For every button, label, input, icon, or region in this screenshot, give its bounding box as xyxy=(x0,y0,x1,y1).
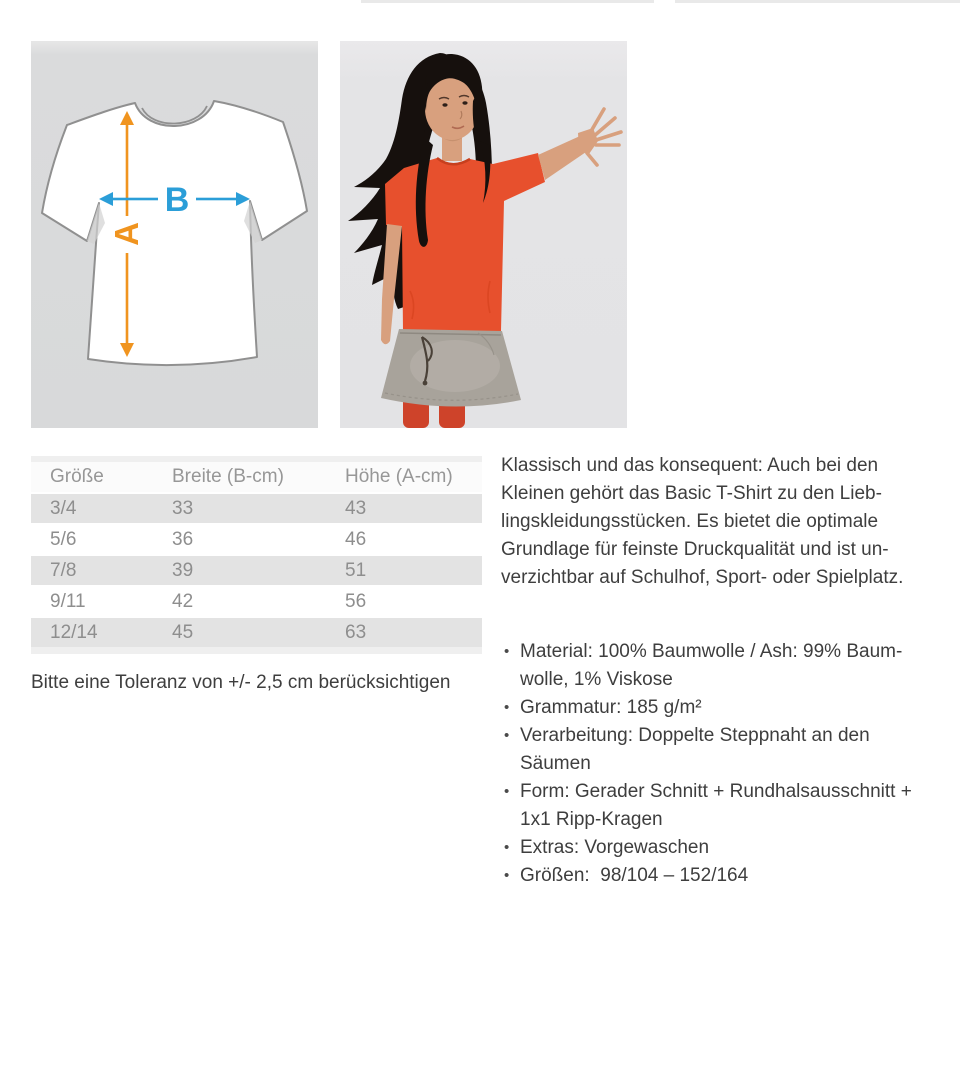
extended-arm xyxy=(538,109,621,180)
col-header-hoehe: Höhe (A-cm) xyxy=(326,459,482,493)
size-table-header-row xyxy=(31,459,482,493)
cell-hoehe: 63 xyxy=(326,617,482,651)
model-photo-illustration xyxy=(340,41,627,428)
description-intro: Klassisch und das konsequent: Auch bei den Kleinen gehört das Basic T-Shirt zu den Lieblingskleidungsstücken. Es bietet die optimale Grundlage für feinste Druckqualität und ist unverzichtbar auf Schulhof, Sport- oder Spielplatz. xyxy=(501,455,904,588)
measure-label-b: B xyxy=(164,181,190,219)
cell-size: 9/11 xyxy=(50,590,86,612)
feature-text: Extras: Vorgewaschen xyxy=(520,837,710,858)
cell-hoehe: 43 xyxy=(326,493,482,524)
tshirt-measurement-diagram xyxy=(31,41,318,428)
feature-text: Verarbeitung: Doppelte Steppnaht an den Säumen xyxy=(520,725,870,774)
table-row xyxy=(31,555,482,586)
feature-text: Grammatur: 185 g/m² xyxy=(520,697,702,718)
feature-item-verarbeitung xyxy=(501,722,931,778)
denim-skirt xyxy=(381,329,521,407)
bullet-icon: • xyxy=(504,699,510,716)
model-photo xyxy=(340,41,627,428)
bullet-icon: • xyxy=(504,867,510,884)
cell-hoehe: 56 xyxy=(345,590,367,612)
cell-hoehe: 51 xyxy=(326,555,482,586)
cell-size: 5/6 xyxy=(50,528,77,550)
tolerance-note: Bitte eine Toleranz von +/- 2,5 cm berücksichtigen xyxy=(31,672,451,693)
feature-list xyxy=(501,638,931,890)
cell-breite: 39 xyxy=(153,555,326,586)
bullet-icon: • xyxy=(504,727,510,744)
feature-item-grammatur xyxy=(501,694,931,722)
feature-item-form xyxy=(501,778,931,834)
col-header-breite: Breite (B-cm) xyxy=(153,459,326,493)
table-row xyxy=(31,493,482,524)
top-divider-line-right xyxy=(675,0,960,3)
bullet-icon: • xyxy=(504,643,510,660)
cell-breite: 33 xyxy=(153,493,326,524)
product-description xyxy=(501,452,931,890)
cell-breite: 36 xyxy=(172,528,194,550)
cell-breite: 45 xyxy=(153,617,326,651)
cell-size: 3/4 xyxy=(31,493,153,524)
orange-tshirt xyxy=(385,153,545,335)
bullet-icon: • xyxy=(504,839,510,856)
feature-text: Material: 100% Baumwolle / Ash: 99% Baumwolle, 1% Viskose xyxy=(520,641,903,690)
cell-breite: 42 xyxy=(172,590,194,612)
bullet-icon: • xyxy=(504,783,510,800)
cell-size: 7/8 xyxy=(31,555,153,586)
feature-item-groessen xyxy=(501,862,931,890)
feature-item-material xyxy=(501,638,931,694)
table-row xyxy=(31,617,482,651)
table-row xyxy=(31,586,482,617)
size-table-section xyxy=(31,456,482,654)
size-diagram-image xyxy=(31,41,318,428)
feature-text: Form: Gerader Schnitt + Rundhalsausschnitt + 1x1 Ripp-Kragen xyxy=(520,781,912,830)
top-divider-line-left xyxy=(361,0,654,3)
tshirt-outline xyxy=(42,101,307,365)
feature-text: Größen: 98/104 – 152/164 xyxy=(520,865,749,886)
cell-size: 12/14 xyxy=(31,617,153,651)
measure-label-a: A xyxy=(108,222,145,246)
table-row xyxy=(31,524,482,555)
col-header-groesse: Größe xyxy=(31,459,153,493)
size-table xyxy=(31,456,482,654)
feature-item-extras xyxy=(501,834,931,862)
cell-hoehe: 46 xyxy=(345,528,367,550)
